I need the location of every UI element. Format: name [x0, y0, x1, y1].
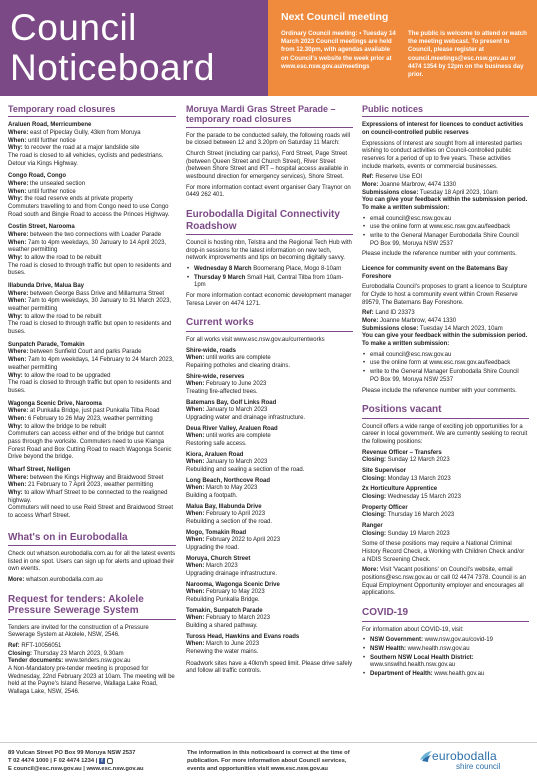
- logo-name: eurobodalla: [432, 749, 497, 763]
- header-title-panel: [0, 0, 268, 96]
- road-closure-where: [8, 408, 176, 416]
- instagram-icon[interactable]: [107, 758, 113, 764]
- works-item-name: Batemans Bay, Golf Links Road: [186, 399, 277, 406]
- works-item-when-value: March to May 2023: [206, 485, 258, 492]
- positions-intro: Council offers a wide range of exciting job opportunities for a career in local government. We are currently seeking to recruit the following positions:: [362, 423, 528, 446]
- road-closure-where: [8, 349, 176, 357]
- works-item-desc: Repairing potholes and clearing drains.: [186, 362, 291, 369]
- works-item-when-value: until works are complete: [206, 355, 271, 362]
- facebook-icon[interactable]: f: [99, 758, 105, 764]
- road-closure-why-value: to allow the bridge to be rebuilt: [24, 423, 107, 430]
- works-item-when: [186, 355, 353, 363]
- page-title: [10, 8, 215, 88]
- works-item-desc: Rebuilding Punkalla Bridge.: [186, 597, 260, 604]
- job-name: Site Supervisor: [362, 468, 407, 475]
- submit-option: • use the online form at www.esc.nsw.gov.au/feedback: [362, 360, 529, 368]
- digital-p1: Council is hosting nbn, Telstra and the Regional Tech Hub with drop-in sessions for the latest information on new tech, network improvements and tips on becoming digitally savvy.: [186, 240, 352, 262]
- job-closing: [362, 457, 529, 465]
- road-closure-why-value: the road reserve ends at private property: [24, 196, 133, 203]
- works-item-when-value: until works are complete: [206, 433, 271, 440]
- notice1-submit-heading: You can give your feedback within the submission period. To make a written submission:: [362, 197, 528, 212]
- notice1-text: Expressions of Interest are sought from all interested parties wishing to conduct activities on Council-controlled public reserves for a period of up to five years. These activities include markets, events or commercial businesses.: [362, 140, 523, 170]
- job-item: [362, 523, 529, 538]
- works-item-desc: Building a shared pathway.: [186, 623, 258, 630]
- footer-email[interactable]: E council@esc.nsw.gov.au | www.esc.nsw.gov.au: [8, 766, 144, 773]
- road-closure-when-value: until further notice: [28, 137, 76, 144]
- works-item: [186, 582, 353, 605]
- label-where: Where:: [8, 130, 29, 137]
- notice2-submit-heading: You can give your feedback within the submission period. To make a written submission:: [362, 333, 528, 348]
- road-closure-why: [8, 145, 176, 153]
- page-title-line1: Council: [10, 7, 137, 48]
- footer: [0, 742, 537, 776]
- works-item: [186, 478, 353, 501]
- road-closure-note: The road is closed to through traffic but open to residents and buses.: [8, 321, 172, 336]
- label-when: When:: [186, 641, 205, 648]
- label-where: Where:: [8, 290, 29, 297]
- label-why: Why:: [8, 489, 23, 496]
- label-when: When:: [8, 137, 27, 144]
- label-when: When:: [8, 357, 27, 364]
- road-closure-why-value: to allow the road to be rebuilt: [24, 313, 102, 320]
- label-where: Where:: [8, 474, 29, 481]
- meeting-heading: Next Council meeting: [281, 11, 389, 23]
- works-item-name: Shire-wide, roads: [186, 347, 237, 354]
- road-closure-where: [8, 291, 176, 299]
- notice1-heading: Expressions of interest for licences to conduct activities on council-controlled public reserves: [362, 122, 524, 137]
- job-name: Ranger: [362, 523, 383, 530]
- positions-list: [362, 450, 529, 539]
- road-closure-why: [8, 373, 176, 381]
- road-closure-where: [8, 130, 176, 138]
- road-closure-item: [8, 122, 176, 168]
- job-closing: [362, 494, 529, 502]
- works-item-when-value: January to March 2023: [206, 459, 268, 466]
- eurobodalla-title: What's on in Eurobodalla: [8, 532, 176, 547]
- tender-closing: Closing: Thursday 23 March 2023, 9.30am: [8, 650, 124, 657]
- notice1-submit-options: [362, 216, 529, 249]
- road-closure-when-value: 21 February to 7 April 2023, weather permitting: [28, 482, 154, 489]
- works-item-name: Kiora, Araluen Road: [186, 451, 244, 458]
- works-item-when-value: February to May 2023: [206, 589, 265, 596]
- road-closure-when-value: until further notice: [28, 188, 76, 195]
- parade-p1: For the parade to be conducted safely, the following roads will be closed between 12 and 3.20pm on Saturday 11 March:: [186, 132, 350, 147]
- job-name: 2x Horticulture Apprentice: [362, 486, 438, 493]
- label-closing: Closing:: [362, 530, 386, 537]
- road-closure-item: [8, 283, 176, 337]
- submit-option: • write to the General Manager Eurobodalla Shire Council PO Box 99, Moruya NSW 2537: [362, 369, 529, 384]
- works-item-name: Long Beach, Northcove Road: [186, 477, 271, 484]
- works-item: [186, 504, 353, 527]
- road-closure-where-value: the unsealed section: [30, 181, 86, 188]
- works-item-when-value: March 2023: [206, 563, 238, 570]
- works-item-when: [186, 381, 353, 389]
- submit-option: • email council@esc.nsw.gov.au: [362, 352, 529, 360]
- works-item-name: Malua Bay, Illabunda Drive: [186, 503, 262, 510]
- job-closing-value: Wednesday 15 March 2023: [387, 494, 461, 501]
- label-when: When:: [186, 433, 205, 440]
- tenders-link[interactable]: www.tenders.nsw.gov.au: [64, 658, 131, 665]
- works-item: [186, 452, 353, 475]
- works-item-name: Narooma, Wagonga Scenic Drive: [186, 581, 280, 588]
- works-item-when-value: February to June 2023: [206, 381, 267, 388]
- works-item-desc: Upgrading water and drainage infrastructure.: [186, 414, 306, 421]
- works-item-name: Shire-wide, reserves: [186, 373, 245, 380]
- eurobodalla-logo: [432, 750, 532, 774]
- road-closure-when: [8, 357, 176, 372]
- road-closure-where-value: at Punkalla Bridge, just past Punkalla Tilba Road: [30, 408, 160, 415]
- works-item-desc: Renewing the water mains.: [186, 649, 259, 656]
- parade-p2: Church Street (including car parks), Ford Street, Page Street (between Queen Street and Church Street), River Street (between Shore Street and IRT – hospital access available in westbound direction for emergency services), Shore Street.: [186, 151, 349, 181]
- road-closure-note: The road is closed to through traffic but open to residents and buses.: [8, 262, 172, 277]
- works-item-name: Deua River Valley, Araluen Road: [186, 425, 278, 432]
- road-closure-why: [8, 424, 176, 432]
- job-item: [362, 486, 529, 501]
- label-when: When:: [186, 615, 205, 622]
- notice1-ref: Ref: Reserve Use EOI: [362, 174, 423, 181]
- works-intro: For all works visit www.esc.nsw.gov.au/currentworks: [186, 336, 325, 343]
- digital-p2: For more information contact economic development manager Teresa Lever on 4474 1271.: [186, 293, 352, 307]
- covid-link[interactable]: • Department of Health: www.health.gov.au: [362, 671, 529, 679]
- road-closure-note: Commuters travelling to and from Congo need to use Congo Road south and Bingie Road to access the Princes Highway.: [8, 204, 170, 218]
- road-closure-when: [8, 189, 176, 197]
- label-when: When:: [186, 355, 205, 362]
- job-closing-value: Monday 13 March 2023: [387, 475, 451, 482]
- label-where: Where:: [8, 181, 29, 188]
- meeting-details: Ordinary Council meeting: • Tuesday 14 March 2023 Council meetings are held from 12.30pm, with agendas available on Council's website the week prior at www.esc.nsw.gov.au/meetings: [281, 30, 396, 70]
- footer-address: 89 Vulcan Street PO Box 99 Moruya NSW 2537: [8, 750, 136, 756]
- road-closure-why: [8, 314, 176, 322]
- road-closure-name: Araluen Road, Merricumbene: [8, 122, 92, 129]
- positions-more: More: Visit 'Vacant positions' on Council's website, email positions@esc.nsw.gov.au or call 02 4474 7378. Council is an Equal Employment Opportunity employer and encourages all applications.: [362, 567, 527, 597]
- header: [0, 0, 537, 96]
- covid-intro: For information about COVID-19, visit:: [362, 626, 464, 633]
- digital-session: • Thursday 9 March Small Hall, Central Tilba from 10am-1pm: [186, 275, 353, 290]
- notice2-ref: Ref: Land ID 23373: [362, 310, 415, 317]
- road-closure-where: [8, 181, 176, 189]
- road-closure-when: [8, 416, 176, 424]
- notice1-submit-note: Please include the reference number with your comments.: [362, 251, 517, 258]
- digital-sessions: [186, 266, 353, 290]
- works-item-name: Moruya, Church Street: [186, 555, 251, 562]
- footer-disclaimer: The information in this noticeboard is correct at the time of publication. For more information about Council services, events and opportunities visit www.esc.nsw.gov.au: [187, 750, 350, 773]
- job-closing: [362, 512, 529, 520]
- parade-p3: For more information contact event organiser Gary Traynor on 0449 262 401.: [186, 184, 351, 199]
- road-closures-list: [8, 122, 176, 520]
- road-closure-item: [8, 467, 176, 521]
- road-closure-when: [8, 240, 176, 255]
- road-closure-where-value: east of Pipeclay Gully, 43km from Moruya: [30, 130, 141, 137]
- notice2-close: Submissions close: Tuesday 14 March 2023, 10am: [362, 325, 503, 332]
- road-closure-where-value: between the Kings Highway and Braidwood Street: [30, 474, 164, 481]
- job-item: [362, 468, 529, 483]
- works-item-desc: Restoring safe access.: [186, 441, 247, 447]
- works-item-when-value: March to June 2023: [206, 641, 260, 648]
- works-item-when-value: February to March 2023: [206, 615, 271, 622]
- works-item: [186, 634, 353, 657]
- label-closing: Closing:: [362, 475, 386, 482]
- label-when: When:: [186, 563, 205, 570]
- road-closure-why-value: to allow Wharf Street to be connected to the realigned highway.: [8, 489, 168, 504]
- road-closure-when-value: 7am to 4pm weekdays, 30 January to 31 March 2023, weather permitting: [8, 298, 172, 313]
- works-item-when: [186, 615, 353, 623]
- works-item-when-value: January to March 2023: [206, 407, 268, 414]
- notice2-text: Eurobodalla Council's proposes to grant a licence to Sculpture for Clyde to host a community event within Crown Reserve 89579, The Batemans Bay Foreshore.: [362, 284, 528, 306]
- road-closure-item: [8, 342, 176, 396]
- road-closure-where-value: between Sunfield Court and parks Parade: [30, 349, 142, 356]
- label-when: When:: [186, 511, 205, 518]
- works-item-when: [186, 511, 353, 519]
- works-item-when-value: February to April 2023: [206, 511, 266, 518]
- road-closure-item: [8, 224, 176, 278]
- label-when: When:: [8, 298, 27, 305]
- covid-link[interactable]: • Southern NSW Local Health District: www.snswlhd.health.nsw.gov.au: [362, 655, 529, 670]
- covid-title: COVID-19: [362, 607, 529, 622]
- road-closure-when-value: 7am to 4pm weekdays, 14 February to 24 March 2023, weather permitting: [8, 357, 174, 371]
- label-closing: Closing:: [362, 457, 386, 464]
- road-closure-when-value: 6 February to 26 May 2023, weather permitting: [28, 415, 153, 422]
- notice2-submit-note: Please include the reference number with your comments.: [362, 387, 517, 394]
- works-item: [186, 556, 353, 579]
- road-closure-why: [8, 255, 176, 263]
- label-when: When:: [186, 537, 205, 544]
- road-closure-when: [8, 138, 176, 146]
- works-item: [186, 400, 353, 423]
- label-why: Why:: [8, 372, 23, 379]
- tender-text: Tenders are invited for the construction of a Pressure Sewerage System at Akolele, NSW, 2546.: [8, 624, 149, 639]
- logo-subtitle: shire council: [456, 762, 501, 771]
- job-closing: [362, 476, 529, 484]
- road-closure-name: Wharf Street, Nelligen: [8, 466, 71, 473]
- job-closing: [362, 531, 529, 539]
- eurobodalla-text: Check out whatson.eurobodalla.com.au for all the latest events listed in one spot. Users can sign up for alerts and upload their own events.: [8, 551, 176, 573]
- road-closure-where-value: between the two connections with Loader Parade: [30, 232, 162, 239]
- label-why: Why:: [8, 145, 23, 152]
- works-item-desc: Treating fire-affected trees.: [186, 388, 258, 395]
- submit-option: • write to the General Manager Eurobodalla Shire Council PO Box 99, Moruya NSW 2537: [362, 233, 529, 248]
- positions-note: Some of these positions may require a National Criminal History Record Check, a Working with Children Check and/or a NDIS Screening Check.: [362, 541, 525, 563]
- covid-link[interactable]: • NSW Health: www.health.nsw.gov.au: [362, 646, 529, 654]
- notice1-close: Submissions close: Tuesday 18 April 2023, 10am: [362, 189, 498, 196]
- works-item-when: [186, 407, 353, 415]
- works-item: [186, 426, 353, 449]
- works-title: Current works: [186, 317, 353, 332]
- works-item-name: Tuross Head, Hawkins and Evans roads: [186, 633, 300, 640]
- label-when: When:: [8, 188, 27, 195]
- digital-session: • Wednesday 8 March Boomerang Place, Mogo 8-10am: [186, 266, 353, 274]
- eurobodalla-logo-mark: [419, 750, 433, 763]
- label-when: When:: [186, 381, 205, 388]
- works-item-desc: Upgrading the road.: [186, 545, 240, 552]
- column-right: [362, 104, 529, 682]
- label-where: Where:: [8, 349, 29, 356]
- works-item-when: [186, 459, 353, 467]
- works-item: [186, 608, 353, 631]
- positions-title: Positions vacant: [362, 404, 529, 419]
- road-closure-name: Wagonga Scenic Drive, Narooma: [8, 400, 102, 407]
- road-closure-why-value: to allow the road to be rebuilt: [24, 255, 102, 262]
- road-closure-where: [8, 232, 176, 240]
- job-closing-value: Sunday 19 March 2023: [387, 530, 450, 537]
- label-why: Why:: [8, 313, 23, 320]
- tender-title: Request for tenders: Akolele Pressure Sewerage System: [8, 594, 176, 620]
- road-closure-where-value: between George Bass Drive and Millamurra Street: [30, 290, 165, 297]
- road-closure-when-value: 7am to 4pm weekdays, 30 January to 14 April 2023, weather permitting: [8, 239, 167, 254]
- meeting-public-info: The public is welcome to attend or watch the meeting webcast. To present to Council, please register at council.meetings@esc.nsw.gov.au or 4474 1354 by 12pm on the business day prior.: [408, 30, 527, 79]
- road-closure-why-value: to allow the road to be upgraded: [24, 372, 111, 379]
- meeting-panel: [268, 0, 537, 96]
- tender-docs: Tender documents: www.tenders.nsw.gov.au: [8, 658, 131, 665]
- submit-option: • email council@esc.nsw.gov.au: [362, 216, 529, 224]
- works-item-when: [186, 589, 353, 597]
- works-item-name: Tomakin, Sunpatch Parade: [186, 607, 263, 614]
- job-item: [362, 450, 529, 465]
- column-middle: [186, 104, 353, 679]
- label-closing: Closing:: [362, 512, 386, 519]
- road-closure-note: The road is closed to all vehicles, cyclists and pedestrians. Detour via Kings Highway.: [8, 153, 164, 167]
- works-item-when-value: February 2022 to April 2023: [206, 537, 281, 544]
- label-when: When:: [8, 415, 27, 422]
- works-item-when: [186, 433, 353, 441]
- notices-title: Public notices: [362, 104, 529, 117]
- footer-phone: T 02 4474 1000 | F 02 4474 1234 | f: [8, 757, 144, 765]
- works-item: [186, 374, 353, 397]
- label-when: When:: [8, 482, 27, 489]
- works-item-desc: Rebuilding and sealing a section of the road.: [186, 467, 305, 474]
- road-closure-note: Commuters will need to use Reid Street and Braidwood Street to access Wharf Street.: [8, 505, 174, 519]
- road-closure-when: [8, 298, 176, 313]
- road-closure-name: Sunpatch Parade, Tomakin: [8, 341, 85, 348]
- label-where: Where:: [8, 408, 29, 415]
- road-closure-item: [8, 173, 176, 219]
- tender-note: A Non-Mandatory pre-tender meeting is proposed for Wednesday, 22nd February 2023 at 10am. The meeting will be held at the Payne's Island Reserve, Wallaga Lake Road, Wallaga Lake, NSW, 2546.: [8, 666, 175, 696]
- column-left: [8, 104, 176, 700]
- works-item-when: [186, 537, 353, 545]
- works-item-desc: Building a footpath.: [186, 493, 238, 500]
- label-closing: Closing:: [362, 494, 386, 501]
- works-item-when: [186, 485, 353, 493]
- label-why: Why:: [8, 255, 23, 262]
- job-name: Property Officer: [362, 504, 408, 511]
- works-outro: Roadwork sites have a 40km/h speed limit. Please drive safely and follow all traffic controls.: [186, 660, 353, 675]
- label-why: Why:: [8, 196, 23, 203]
- label-when: When:: [186, 589, 205, 596]
- notice2-heading: Licence for community event on the Batemans Bay Foreshore: [362, 266, 508, 280]
- road-closure-name: Illabunda Drive, Malua Bay: [8, 283, 85, 290]
- notice1-more: More: Joanne Marbrow, 4474 1330: [362, 182, 457, 189]
- road-closure-name: Congo Road, Congo: [8, 173, 66, 180]
- submit-option: • use the online form at www.esc.nsw.gov.au/feedback: [362, 224, 529, 232]
- road-closure-why-value: to recover the road at a major landslide site: [24, 145, 140, 152]
- works-item: [186, 530, 353, 553]
- works-item-desc: Upgrading drainage infrastructure.: [186, 571, 278, 578]
- label-when: When:: [186, 407, 205, 414]
- notice2-submit-options: [362, 352, 529, 385]
- road-closure-where: [8, 475, 176, 483]
- eurobodalla-more: More: whatson.eurobodalla.com.au: [8, 577, 103, 584]
- works-item-name: Mogo, Tomakin Road: [186, 529, 247, 536]
- job-closing-value: Thursday 16 March 2023: [387, 512, 455, 519]
- job-item: [362, 505, 529, 520]
- label-when: When:: [186, 459, 205, 466]
- road-closure-note: The road is closed to through traffic but open to residents and buses.: [8, 380, 172, 394]
- label-why: Why:: [8, 423, 23, 430]
- footer-contact: [8, 749, 144, 773]
- job-name: Revenue Officer – Transfers: [362, 449, 442, 456]
- page-title-line2: Noticeboard: [10, 47, 216, 88]
- works-item-desc: Rebuilding a section of the road.: [186, 519, 273, 526]
- road-closures-title: Temporary road closures: [8, 104, 176, 117]
- road-closure-why: [8, 196, 176, 204]
- notice2-more: More: Joanne Marbrow, 4474 1330: [362, 318, 457, 325]
- tender-ref: Ref: RFT-10056051: [8, 643, 62, 650]
- covid-links: [362, 637, 529, 678]
- works-list: [186, 348, 353, 657]
- digital-title: Eurobodalla Digital Connectivity Roadshow: [186, 209, 353, 235]
- label-where: Where:: [8, 232, 29, 239]
- whatson-link[interactable]: whatson.eurobodalla.com.au: [26, 577, 103, 584]
- road-closure-why: [8, 490, 176, 505]
- road-closure-item: [8, 401, 176, 462]
- road-closure-note: Commuters can access either end of the bridge but cannot pass through the worksite. Commuters need to use Kianga Forest Road and Box Cutting Road to reach Wagonga Scenic Drive beyond the bridge.: [8, 431, 172, 461]
- road-closure-name: Costin Street, Narooma: [8, 224, 75, 231]
- label-when: When:: [8, 239, 27, 246]
- job-closing-value: Sunday 12 March 2023: [387, 457, 450, 464]
- parade-title: Moruya Mardi Gras Street Parade – temporary road closures: [186, 104, 353, 128]
- label-when: When:: [186, 485, 205, 492]
- covid-link[interactable]: • NSW Government: www.nsw.gov.au/covid-19: [362, 637, 529, 645]
- works-item-when: [186, 563, 353, 571]
- works-item: [186, 348, 353, 371]
- road-closure-when: [8, 482, 176, 490]
- works-item-when: [186, 641, 353, 649]
